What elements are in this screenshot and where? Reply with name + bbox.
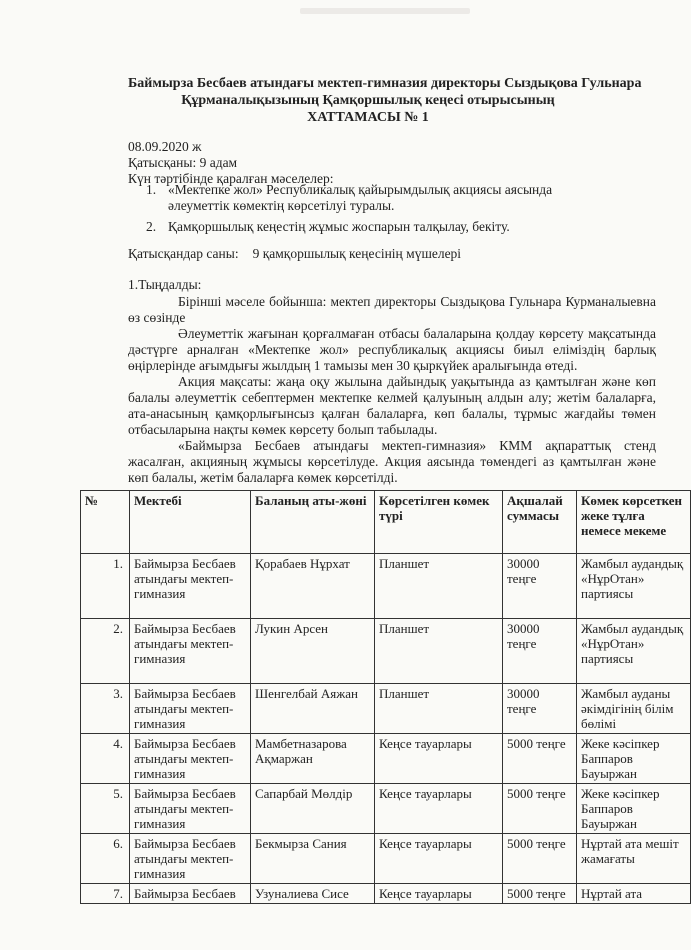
cell-sum: 5000 теңге — [503, 884, 577, 904]
cell-aid-type: Кеңсе тауарлары — [375, 884, 503, 904]
cell-child: Шенгелбай Аяжан — [251, 684, 375, 734]
cell-donor: Жамбыл ауданы әкімдігінің білім бөлімі — [577, 684, 691, 734]
col-header-school: Мектебі — [130, 491, 251, 554]
cell-aid-type: Кеңсе тауарлары — [375, 834, 503, 884]
cell-number: 6. — [81, 834, 130, 884]
cell-aid-type: Кеңсе тауарлары — [375, 734, 503, 784]
agenda-item-number: 2. — [146, 219, 157, 234]
cell-sum: 5000 теңге — [503, 834, 577, 884]
col-header-sum: Ақшалай суммасы — [503, 491, 577, 554]
cell-child: Лукин Арсен — [251, 619, 375, 684]
participants-line — [128, 246, 461, 262]
meeting-meta — [128, 139, 333, 187]
cell-child: Сапарбай Мөлдір — [251, 784, 375, 834]
cell-number: 3. — [81, 684, 130, 734]
cell-aid-type: Планшет — [375, 684, 503, 734]
document-title — [128, 75, 642, 126]
cell-sum: 30000 теңге — [503, 684, 577, 734]
cell-number: 1. — [81, 554, 130, 619]
scan-artifact — [300, 8, 470, 14]
cell-school: Баймырза Бесбаев атындағы мектеп-гимназия — [130, 684, 251, 734]
cell-child: Узуналиева Сисе — [251, 884, 375, 904]
cell-school: Баймырза Бесбаев атындағы мектеп-гимназия — [130, 784, 251, 834]
cell-number: 7. — [81, 884, 130, 904]
heard-heading: 1.Тыңдалды: — [128, 277, 202, 292]
paragraph: Акция мақсаты: жаңа оқу жылына дайындық уақытында аз қамтылған және көп балалы әлеуметтік себептермен мектепке келмей қалуының алдын алу; жетім балаларға, ата-анасының қамқорлығынсыз қалған балаларға, көп балалы, тұрмыс жағдайы төмен отбасыларына нақты көмек көрсету болып табылады. — [128, 374, 656, 437]
agenda-item — [146, 219, 596, 235]
cell-sum: 5000 теңге — [503, 734, 577, 784]
cell-donor: Жеке кәсіпкер Баппаров Бауыржан — [577, 784, 691, 834]
cell-donor: Жамбыл аудандық «НұрОтан» партиясы — [577, 554, 691, 619]
cell-school: Баймырза Бесбаев — [130, 884, 251, 904]
table-row — [81, 884, 691, 904]
cell-child: Мамбетназарова Ақмаржан — [251, 734, 375, 784]
cell-school: Баймырза Бесбаев атындағы мектеп-гимназия — [130, 554, 251, 619]
cell-donor: Жеке кәсіпкер Баппаров Бауыржан — [577, 734, 691, 784]
table-row — [81, 834, 691, 884]
cell-child: Бекмырза Сания — [251, 834, 375, 884]
paragraph: Әлеуметтік жағынан қорғалмаған отбасы балаларына қолдау көрсету мақсатында дәстүрге арналған «Мектепке жол» республикалық акциясы биыл еліміздің барлық өңірлерінде ағымдығы жылдың 1 тамызы мен 30 қыркүйек аралығында өтеді. — [128, 326, 656, 373]
col-header-number: № — [81, 491, 130, 554]
table-row — [81, 684, 691, 734]
cell-school: Баймырза Бесбаев атындағы мектеп-гимназия — [130, 834, 251, 884]
table-row — [81, 619, 691, 684]
agenda-list — [146, 182, 596, 240]
cell-aid-type: Кеңсе тауарлары — [375, 784, 503, 834]
cell-school: Баймырза Бесбаев атындағы мектеп-гимназия — [130, 619, 251, 684]
cell-number: 4. — [81, 734, 130, 784]
participants-value: 9 қамқоршылық кеңесінің мүшелері — [252, 246, 462, 261]
cell-sum: 30000 теңге — [503, 554, 577, 619]
title-line-2: Құрманалықызының Қамқоршылық кеңесі отырысының — [181, 93, 555, 108]
cell-donor: Жамбыл аудандық «НұрОтан» партиясы — [577, 619, 691, 684]
meeting-date: 08.09.2020 ж — [128, 139, 202, 154]
cell-donor: Нұртай ата — [577, 884, 691, 904]
cell-sum: 30000 теңге — [503, 619, 577, 684]
table-header-row — [81, 491, 691, 554]
agenda-item-text: «Мектепке жол» Республикалық қайырымдылық акциясы аясында әлеуметтік көмектің көрсетілуі туралы. — [168, 182, 553, 213]
title-line-1: Баймырза Бесбаев атындағы мектеп-гимназия директоры Сыздықова Гульнара — [128, 76, 642, 91]
participants-label: Қатысқандар саны: — [128, 246, 239, 261]
title-line-3: ХАТТАМАСЫ № 1 — [307, 110, 429, 125]
paragraph: «Баймырза Бесбаев атындағы мектеп-гимназия» КММ ақпараттық стенд жасалған, акцияның жұмысы көрсетілуде. Акция аясында төмендегі аз қамтылған және көп балалы, жетім балаларға көмек көрсетілді. — [128, 438, 656, 485]
agenda-item — [146, 182, 596, 214]
cell-school: Баймырза Бесбаев атындағы мектеп-гимназия — [130, 734, 251, 784]
minutes-body — [128, 294, 656, 486]
cell-number: 2. — [81, 619, 130, 684]
aid-table — [80, 490, 691, 904]
cell-aid-type: Планшет — [375, 619, 503, 684]
cell-aid-type: Планшет — [375, 554, 503, 619]
cell-donor: Нұртай ата мешіт жамағаты — [577, 834, 691, 884]
col-header-child: Баланың аты-жөні — [251, 491, 375, 554]
table-row — [81, 554, 691, 619]
agenda-item-text: Қамқоршылық кеңестің жұмыс жоспарын талқылау, бекіту. — [168, 219, 510, 234]
agenda-item-number: 1. — [146, 182, 157, 197]
attendance-count: Қатысқаны: 9 адам — [128, 155, 238, 170]
table-row — [81, 784, 691, 834]
col-header-aid-type: Көрсетілген көмек түрі — [375, 491, 503, 554]
paragraph: Бірінші мәселе бойынша: мектеп директоры Сыздықова Гульнара Курманалыевна өз сөзінде — [128, 294, 656, 325]
cell-number: 5. — [81, 784, 130, 834]
col-header-donor: Көмек көрсеткен жеке тұлға немесе мекеме — [577, 491, 691, 554]
cell-sum: 5000 теңге — [503, 784, 577, 834]
cell-child: Қорабаев Нұрхат — [251, 554, 375, 619]
agenda-heading: Күн тәртібінде қаралған мәселелер: — [128, 171, 334, 186]
table-row — [81, 734, 691, 784]
